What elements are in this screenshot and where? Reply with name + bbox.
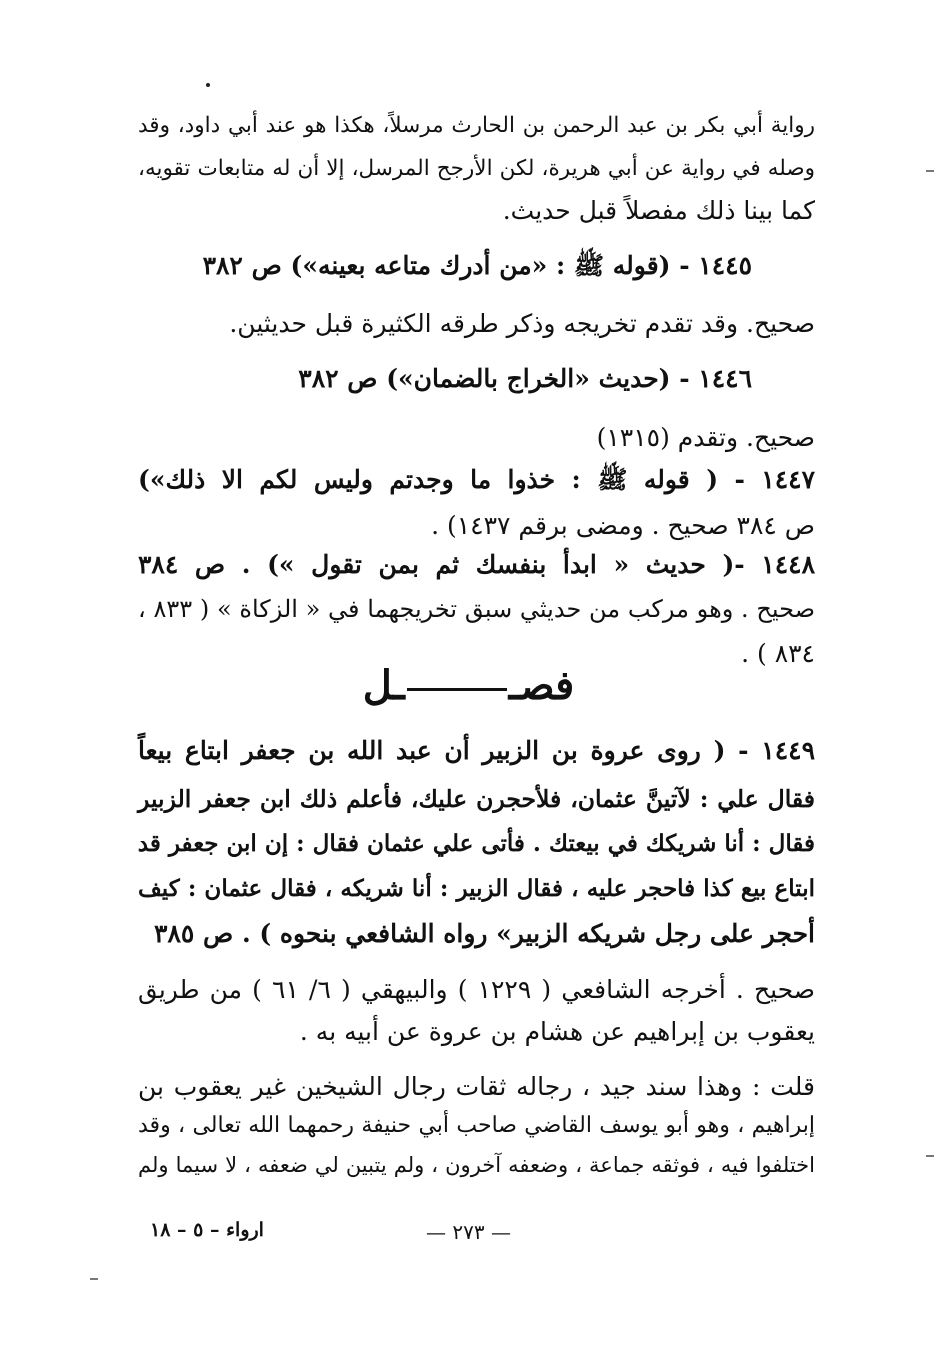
hadith-1449-line-5: أحجر على رجل شريكه الزبير» رواه الشافعي بنحوه ) . ص ٣٨٥ bbox=[154, 919, 815, 948]
commentary-line-1: قلت : وهذا سند جيد ، رجاله ثقات رجال الشيخين غير يعقوب بن bbox=[138, 1072, 815, 1101]
hadith-1449-line-3: فقال : أنا شريكك في بيعتك . فأتى علي عثمان فقال : إن ابن جعفر قد bbox=[137, 830, 815, 857]
commentary-line-2: إبراهيم ، وهو أبو يوسف القاضي صاحب أبي حنيفة رحمهما الله تعالى ، وقد bbox=[138, 1113, 815, 1138]
hadith-1447-title: ١٤٤٧ - ( قوله ﷺ : خذوا ما وجدتم وليس لكم الا ذلك») bbox=[138, 465, 815, 494]
text-line-1: رواية أبي بكر بن عبد الرحمن بن الحارث مرسلاً، هكذا هو عند أبي داود، وقد bbox=[138, 113, 815, 138]
scan-mark bbox=[90, 1278, 98, 1280]
hadith-1449-line-1: ١٤٤٩ - ( روى عروة بن الزبير أن عبد الله بن جعفر ابتاع بيعاً bbox=[138, 736, 815, 765]
hadith-1448-grade-line-1: صحيح . وهو مركب من حديثي سبق تخريجهما في « الزكاة » ( ٨٣٣ ، bbox=[138, 595, 816, 623]
printer-signature: ارواء – ٥ – ١٨ bbox=[150, 1219, 264, 1241]
page-number: — ٢٧٣ — bbox=[426, 1220, 511, 1244]
ink-dot bbox=[206, 83, 210, 87]
hadith-1449-line-4: ابتاع بيع كذا فاحجر عليه ، فقال الزبير : أنا شريكه ، فقال عثمان : كيف bbox=[138, 875, 815, 902]
hadith-1446-title: ١٤٤٦ - (حديث «الخراج بالضمان») ص ٣٨٢ bbox=[298, 364, 752, 393]
hadith-1449-grade-line-1: صحيح . أخرجه الشافعي ( ١٢٢٩ ) والبيهقي ( ٦/ ٦١ ) من طريق bbox=[138, 975, 816, 1004]
hadith-1449-grade-line-2: يعقوب بن إبراهيم عن هشام بن عروة عن أبيه به . bbox=[299, 1017, 815, 1046]
kashida-stroke bbox=[407, 688, 507, 691]
hadith-1449-line-2: فقال علي : لآتينَّ عثمان، فلأحجرن عليك، فأعلم ذلك ابن جعفر الزبير bbox=[138, 785, 815, 813]
hadith-1445-grade: صحيح. وقد تقدم تخريجه وذكر طرقه الكثيرة قبل حديثين. bbox=[229, 309, 815, 338]
hadith-1445-title: ١٤٤٥ - (قوله ﷺ : «من أدرك متاعه بعينه») ص ٣٨٢ bbox=[202, 251, 752, 280]
hadith-1446-grade: صحيح. وتقدم (١٣١٥) bbox=[596, 423, 815, 452]
hadith-1447-grade: ص ٣٨٤ صحيح . ومضى برقم ١٤٣٧) . bbox=[431, 511, 815, 540]
hadith-1448-title: ١٤٤٨ -( حديث « ابدأ بنفسك ثم بمن تقول ») . ص ٣٨٤ bbox=[138, 550, 815, 579]
text-line-2: وصله في رواية عن أبي هريرة، لكن الأرجح المرسل، إلا أن له متابعات تقويه، bbox=[138, 156, 815, 181]
section-heading bbox=[0, 658, 937, 714]
section-heading-end: ـل bbox=[362, 662, 405, 709]
commentary-line-3: اختلفوا فيه ، فوثقه جماعة ، وضعفه آخرون ، ولم يتبين لي ضعفه ، لا سيما ولم bbox=[138, 1153, 815, 1177]
section-heading-start: فصـ bbox=[508, 662, 575, 709]
hadith-1448-grade-line-2: . ( ٨٣٤ bbox=[741, 639, 815, 668]
scan-mark bbox=[926, 1155, 934, 1157]
scan-mark bbox=[926, 170, 934, 172]
text-line-3: كما بينا ذلك مفصلاً قبل حديث. bbox=[502, 196, 815, 225]
